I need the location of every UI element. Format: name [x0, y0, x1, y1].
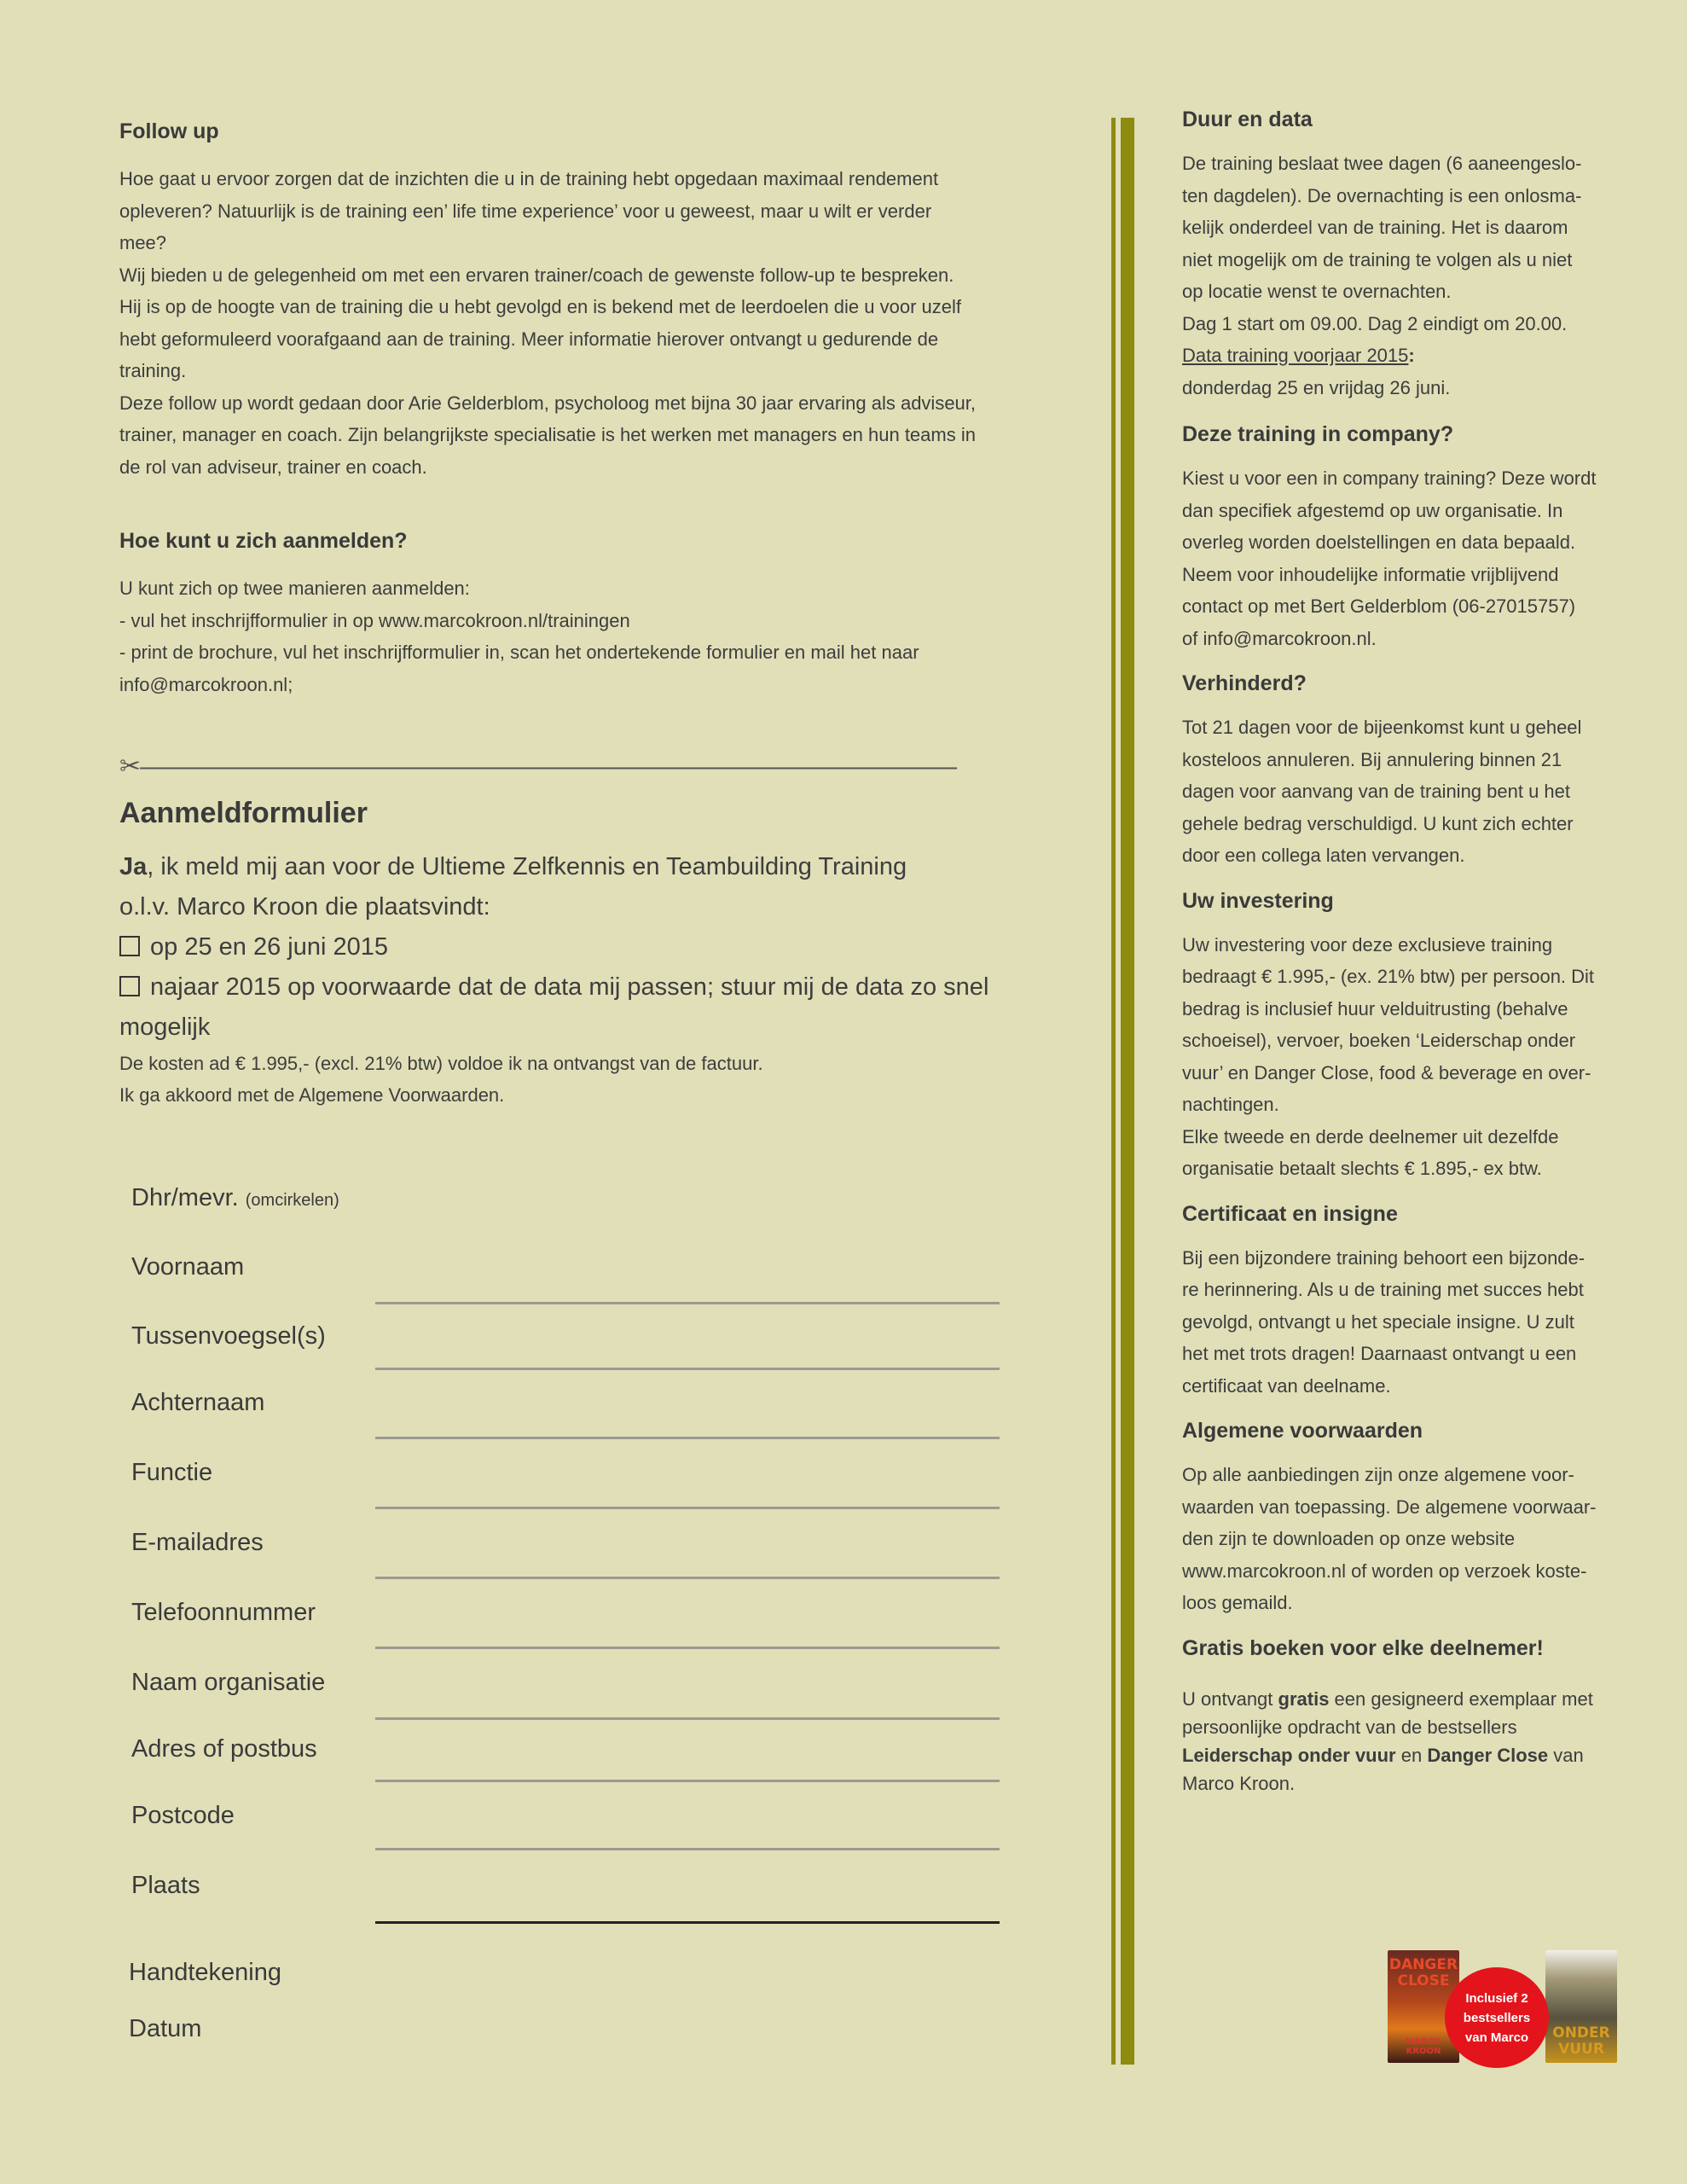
option-najaar-label: najaar 2015 op voorwaarde dat de data mij passen; stuur mij de data zo snel — [150, 973, 989, 1001]
badge-text: Inclusief 2 bestsellers van Marco — [1463, 1990, 1531, 2045]
investering-text: Uw investering voor deze exclusieve training bedraagt € 1.995,- (ex. 21% btw) per persoon. Dit bedrag is inclusief huur velduitrusting (behalve schoeisel), vervoer, boeken ‘Leiderschap onder vuur’ en Danger Close, food & beverage en over- nachtingen. Elke tweede en derde deelnemer uit dezelfde organisatie betaalt slechts € 1.895,- ex btw. — [1182, 933, 1595, 1179]
book-cover-leiderschap — [1545, 1950, 1617, 2063]
field-label-postcode: Postcode — [131, 1802, 235, 1829]
boeken-text — [1182, 1685, 1632, 1798]
certificaat-text: Bij een bijzondere training behoort een bijzonde- re herinnering. Als u de training met succes hebt gevolgd, ontvangt u het speciale insigne. U zult het met trots dragen! Daarnaast ontvangt u een certificaat van deelname. — [1182, 1246, 1586, 1397]
checkbox-najaar[interactable] — [119, 976, 140, 996]
boeken-t1: U ontvangt — [1182, 1687, 1278, 1710]
checkbox-juni[interactable] — [119, 936, 140, 956]
field-input-telefoon[interactable] — [375, 1647, 1000, 1649]
form-intro — [119, 847, 1066, 887]
boeken-heading: Gratis boeken voor elke deelnemer! — [1182, 1635, 1544, 1660]
salutation-row[interactable] — [131, 1184, 339, 1212]
field-input-achternaam[interactable] — [375, 1437, 1000, 1439]
cut-line — [119, 752, 1066, 781]
verhinderd-heading: Verhinderd? — [1182, 671, 1307, 695]
boeken-t3b: Danger Close — [1427, 1744, 1549, 1766]
field-label-voornaam: Voornaam — [131, 1253, 245, 1281]
voorwaarden-heading: Algemene voorwaarden — [1182, 1419, 1423, 1443]
form-title: Aanmeldformulier — [119, 797, 368, 829]
form-intro-bold: Ja — [119, 853, 148, 880]
form-intro-line2: o.l.v. Marco Kroon die plaatsvindt: — [119, 893, 490, 921]
duur-heading: Duur en data — [1182, 107, 1313, 131]
aanmelden-text: U kunt zich op twee manieren aanmelden: - vul het inschrijfformulier in op www.marcokroon.nl/trainingen - print de brochure, vul het inschrijfformulier in, scan het ondertekende formulier en mail het naar info@marcokroon.nl; — [119, 578, 919, 695]
duur-data-label-row: Data training voorjaar 2015: — [1182, 345, 1415, 366]
duur-text: De training beslaat twee dagen (6 aaneengeslo- ten dagdelen). De overnachting is een onlosma- kelijk onderdeel van de training. Het is daarom niet mogelijk om de training te volgen als u niet op locatie wenst te overnachten. Dag 1 start om 09.00. Dag 2 eindigt om 20.00. — [1182, 153, 1582, 334]
duur-data-label: Data training voorjaar 2015 — [1182, 345, 1409, 366]
option-najaar[interactable] — [119, 967, 1066, 1008]
form-agree: Ik ga akkoord met de Algemene Voorwaarden. — [119, 1084, 505, 1106]
field-input-voornaam[interactable] — [375, 1302, 1000, 1304]
boeken-t2b: Leiderschap onder vuur — [1182, 1744, 1396, 1766]
investering-heading: Uw investering — [1182, 888, 1334, 913]
follow-up-text: Hoe gaat u ervoor zorgen dat de inzichten die u in de training hebt opgedaan maximaal rendement opleveren? Natuurlijk is de training een’ life time experience’ voor u geweest, maar u wilt er verder mee? Wij bieden u de gelegenheid om met een ervaren trainer/coach de gewenste follow-up te bespreken. Hij is op de hoogte van de training die u hebt gevolgd en is bekend met de leerdoelen die u voor uzelf hebt geformuleerd voorafgaand aan de training. Meer informatie hierover ontvangt u gedurende de training. Deze follow up wordt gedaan door Arie Gelderblom, psycholoog met bijna 30 jaar ervaring als adviseur, trainer, manager en coach. Zijn belangrijkste specialisatie is het werken met managers en hun teams in de rol van adviseur, trainer en coach. — [119, 168, 977, 478]
option-juni-label: op 25 en 26 juni 2015 — [150, 933, 388, 961]
boeken-t3: en — [1395, 1744, 1428, 1766]
certificaat-heading: Certificaat en insigne — [1182, 1201, 1398, 1226]
duur-data-value: donderdag 25 en vrijdag 26 juni. — [1182, 376, 1451, 398]
field-label-functie: Functie — [131, 1459, 213, 1486]
bestsellers-badge — [1445, 1967, 1549, 2068]
verhinderd-text: Tot 21 dagen voor de bijeenkomst kunt u geheel kosteloos annuleren. Bij annulering binnen 21 dagen voor aanvang van de training bent u het gehele bedrag verschuldigd. U kunt zich echter door een collega laten vervangen. — [1182, 717, 1582, 866]
field-label-telefoon: Telefoonnummer — [131, 1599, 316, 1626]
field-label-achternaam: Achternaam — [131, 1389, 265, 1416]
aanmelden-heading: Hoe kunt u zich aanmelden? — [119, 529, 408, 553]
left-column — [119, 111, 1066, 1111]
in-company-text: Kiest u voor een in company training? Deze wordt dan specifiek afgestemd op uw organisatie. In overleg worden doelstellingen en data bepaald. Neem voor inhoudelijke informatie vrijblijvend contact op met Bert Gelderblom (06-27015757) of info@marcokroon.nl. — [1182, 468, 1597, 649]
scissors-icon: ✂————————————————————————————————— — [119, 752, 957, 781]
boeken-t4: van Marco Kroon. — [1182, 1744, 1584, 1794]
book1-title: DANGER CLOSE — [1388, 1956, 1458, 1989]
boeken-t1b: gratis — [1278, 1687, 1330, 1710]
salutation-label: Dhr/mevr. — [131, 1184, 239, 1211]
option-juni[interactable] — [119, 927, 1066, 967]
field-label-tussenvoegsel: Tussenvoegsel(s) — [131, 1322, 326, 1350]
divider-bar-thick — [1121, 118, 1134, 2065]
boeken-t2: een gesigneerd exemplaar met persoonlijke opdracht van de bestsellers — [1182, 1687, 1593, 1738]
option-najaar-cont: mogelijk — [119, 1014, 211, 1041]
field-label-email: E-mailadres — [131, 1529, 264, 1556]
field-label-handtekening: Handtekening — [129, 1959, 281, 1986]
follow-up-heading: Follow up — [119, 119, 219, 143]
field-input-adres[interactable] — [375, 1780, 1000, 1782]
field-label-adres: Adres of postbus — [131, 1735, 317, 1763]
field-input-plaats[interactable] — [375, 1921, 1000, 1924]
book2-title: ONDER VUUR — [1552, 2024, 1610, 2058]
field-label-datum: Datum — [129, 2015, 202, 2042]
field-input-email[interactable] — [375, 1577, 1000, 1579]
field-input-organisatie[interactable] — [375, 1717, 1000, 1720]
book1-author: MARCO KROON — [1406, 2037, 1441, 2056]
in-company-heading: Deze training in company? — [1182, 422, 1454, 446]
field-label-plaats: Plaats — [131, 1872, 200, 1899]
field-input-tussenvoegsel[interactable] — [375, 1368, 1000, 1370]
divider-bar-thin — [1111, 118, 1116, 2065]
form-costs: De kosten ad € 1.995,- (excl. 21% btw) voldoe ik na ontvangst van de factuur. — [119, 1053, 763, 1074]
field-input-functie[interactable] — [375, 1507, 1000, 1509]
right-column — [1182, 107, 1632, 1815]
salutation-note: (omcirkelen) — [245, 1191, 339, 1210]
field-label-organisatie: Naam organisatie — [131, 1669, 326, 1696]
form-intro-rest: , ik meld mij aan voor de Ultieme Zelfkennis en Teambuilding Training — [147, 853, 907, 880]
field-input-postcode[interactable] — [375, 1848, 1000, 1850]
voorwaarden-text: Op alle aanbiedingen zijn onze algemene voor- waarden van toepassing. De algemene voorwaar- den zijn te downloaden op onze website www.marcokroon.nl of worden op verzoek koste- loos gemaild. — [1182, 1464, 1597, 1613]
